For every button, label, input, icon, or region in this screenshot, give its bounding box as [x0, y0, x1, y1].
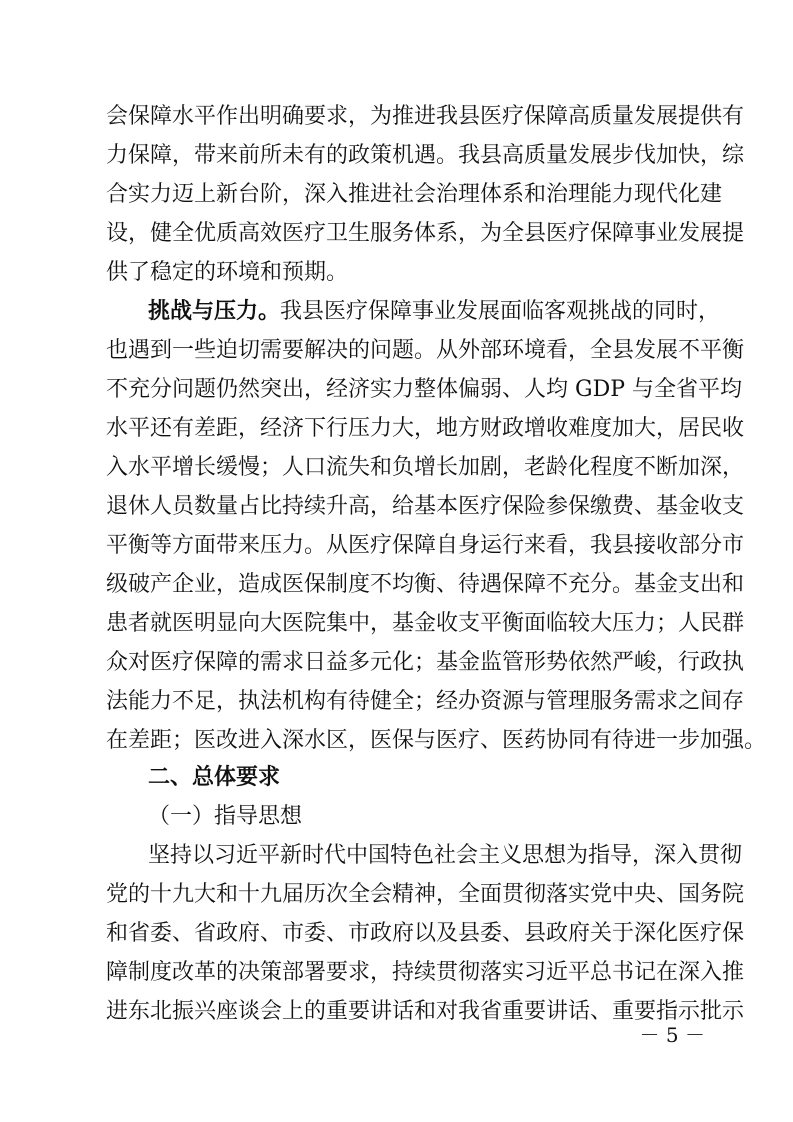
body-text-line: 退休人员数量占比持续升高，给基本医疗保险参保缴费、基金收支: [106, 494, 745, 519]
body-text-line: 级破产企业，造成医保制度不均衡、待遇保障不充分。基金支出和: [106, 572, 745, 597]
body-text-line: 平衡等方面带来压力。从医疗保障自身运行来看，我县接收部分市: [106, 533, 745, 558]
body-text-line: 合实力迈上新台阶，深入推进社会治理体系和治理能力现代化建: [106, 182, 723, 207]
body-text-line: 不充分问题仍然突出，经济实力整体偏弱、人均 GDP 与全省平均: [106, 377, 743, 402]
body-text-line: 在差距；医改进入深水区，医保与医疗、医药协同有待进一步加强。: [106, 728, 767, 753]
body-text-line: 力保障，带来前所未有的政策机遇。我县高质量发展步伐加快，综: [106, 143, 745, 168]
body-text-line: 会保障水平作出明确要求，为推进我县医疗保障高质量发展提供有: [106, 104, 745, 129]
body-text-line: 设，健全优质高效医疗卫生服务体系，为全县医疗保障事业发展提: [106, 221, 745, 246]
paragraph-lead-bold: 挑战与压力。: [148, 299, 281, 324]
paragraph-first-line: [148, 297, 721, 327]
subsection-heading: （一）指导思想: [148, 804, 303, 829]
body-text-line: 患者就医明显向大医院集中，基金收支平衡面临较大压力；人民群: [106, 611, 745, 636]
paragraph-first-line-text: 我县医疗保障事业发展面临客观挑战的同时，: [280, 299, 721, 324]
section-heading: 二、总体要求: [148, 765, 281, 790]
body-text-line: 进东北振兴座谈会上的重要讲话和对我省重要讲话、重要指示批示: [106, 999, 745, 1024]
page-number: － 5 －: [639, 1023, 705, 1047]
body-text-line: 也遇到一些迫切需要解决的问题。从外部环境看，全县发展不平衡: [106, 338, 745, 363]
paragraph-first-line: 坚持以习近平新时代中国特色社会主义思想为指导，深入贯彻: [148, 843, 743, 868]
body-text-line: 供了稳定的环境和预期。: [106, 260, 349, 285]
body-text-line: 法能力不足，执法机构有待健全；经办资源与管理服务需求之间存: [106, 689, 745, 714]
body-text-line: 和省委、省政府、市委、市政府以及县委、县政府关于深化医疗保: [106, 921, 745, 946]
body-text-line: 水平还有差距，经济下行压力大，地方财政增收难度加大，居民收: [106, 416, 745, 441]
body-text-line: 入水平增长缓慢；人口流失和负增长加剧，老龄化程度不断加深，: [106, 455, 745, 480]
body-text-line: 障制度改革的决策部署要求，持续贯彻落实习近平总书记在深入推: [106, 960, 745, 985]
body-text-line: 党的十九大和十九届历次全会精神，全面贯彻落实党中央、国务院: [106, 882, 745, 907]
body-text-line: 众对医疗保障的需求日益多元化；基金监管形势依然严峻，行政执: [106, 650, 745, 675]
